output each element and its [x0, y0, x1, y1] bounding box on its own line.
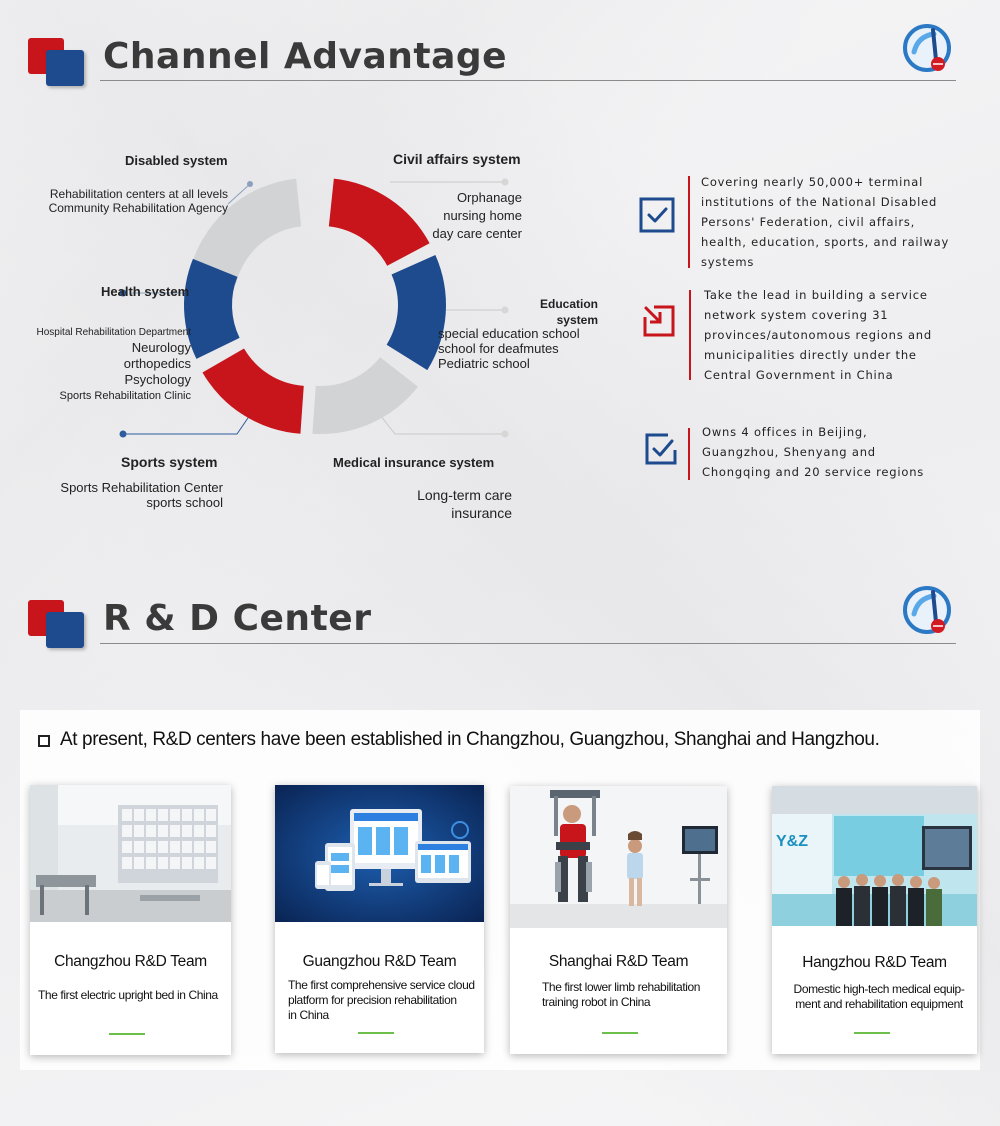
civil-affairs-item: nursing home — [443, 208, 522, 223]
team-photo-hangzhou — [772, 786, 977, 926]
team-card-hangzhou[interactable] — [772, 786, 977, 1054]
health-system-item: orthopedics — [123, 356, 191, 371]
sports-system-title: Sports system — [121, 454, 218, 470]
team-photo-guangzhou — [275, 785, 484, 922]
green-accent-line — [358, 1032, 394, 1034]
segment-insurance — [312, 357, 418, 434]
checkbox-check-icon — [642, 430, 682, 470]
team-title: Guangzhou R&D Team — [302, 953, 457, 970]
disabled-system-item: Rehabilitation centers at all levels — [49, 187, 228, 201]
section-title: R & D Center — [103, 598, 372, 639]
checkbox-check-icon — [638, 196, 678, 236]
team-photo-changzhou — [30, 785, 231, 922]
team-card-shanghai[interactable] — [510, 786, 727, 1054]
connector-dot — [502, 179, 509, 186]
team-desc: The first lower limb rehabilitation training robot in China — [542, 980, 701, 1009]
section-header-rd — [0, 592, 1000, 682]
booth-sign-text: Y&Z — [776, 833, 808, 850]
advantage-text-2: Take the lead in building a service network system covering 31 provinces/autonomous regions and municipalities directly under the Central Government in China — [704, 288, 932, 382]
section-header-channel — [0, 30, 1000, 120]
health-system-item: Hospital Rehabilitation Department — [36, 327, 191, 338]
education-system-item: special education school — [438, 326, 580, 341]
team-card-changzhou[interactable] — [30, 785, 231, 1055]
insurance-system-item: insurance — [451, 505, 512, 521]
health-system-title: Health system — [101, 284, 190, 299]
health-system-item: Neurology — [131, 340, 191, 355]
team-desc: The first electric upright bed in China — [38, 988, 218, 1002]
team-photo-shanghai — [510, 786, 727, 928]
education-system-title: Education — [539, 297, 598, 311]
sports-system-item: sports school — [146, 495, 223, 510]
sports-system-item: Sports Rehabilitation Center — [60, 480, 223, 495]
advantage-divider — [688, 428, 690, 480]
decor-blue-square — [46, 612, 84, 648]
company-logo-icon — [900, 584, 954, 638]
team-card-guangzhou[interactable] — [275, 785, 484, 1053]
advantage-divider — [689, 290, 691, 380]
disabled-system-item: Community Rehabilitation Agency — [48, 201, 228, 215]
insurance-system-item: Long-term care — [417, 487, 512, 503]
team-desc: Domestic high-tech medical equip- ment and rehabilitation equipment — [793, 982, 965, 1011]
advantage-divider — [688, 176, 690, 268]
section-title: Channel Advantage — [103, 36, 508, 77]
team-title: Hangzhou R&D Team — [802, 954, 947, 971]
decor-blue-square — [46, 50, 84, 86]
green-accent-line — [602, 1032, 638, 1034]
section-divider — [100, 643, 956, 644]
advantage-text-3: Owns 4 offices in Beijing, Guangzhou, Shenyang and Chongqing and 20 service regions — [702, 425, 925, 479]
education-system-title: system — [556, 313, 598, 327]
connector-dot — [247, 181, 253, 187]
green-accent-line — [854, 1032, 890, 1034]
education-system-item: Pediatric school — [438, 356, 530, 371]
insurance-system-title: Medical insurance system — [333, 455, 495, 470]
health-system-item: Sports Rehabilitation Clinic — [59, 390, 191, 402]
team-title: Changzhou R&D Team — [54, 953, 207, 970]
rd-intro-text: At present, R&D centers have been established in Changzhou, Guangzhou, Shanghai and Hangzhou. — [60, 729, 880, 750]
square-bullet-icon — [38, 735, 50, 747]
health-system-item: Psychology — [124, 372, 191, 387]
segment-sports — [202, 349, 303, 434]
section-divider — [100, 80, 956, 81]
connector-dot — [502, 431, 509, 438]
advantage-text-1: Covering nearly 50,000+ terminal institutions of the National Disabled Persons' Federation, civil affairs, health, education, sports, and railway systems — [701, 175, 950, 269]
team-title: Shanghai R&D Team — [548, 953, 689, 970]
expand-arrow-icon — [640, 302, 680, 342]
connector-dot — [120, 431, 127, 438]
disabled-system-title: Disabled system — [125, 153, 228, 168]
team-desc: The first comprehensive service cloud platform for precision rehabilitation in China — [288, 978, 475, 1022]
green-accent-line — [109, 1033, 145, 1035]
civil-affairs-title: Civil affairs system — [393, 151, 521, 167]
civil-affairs-item: day care center — [432, 226, 522, 241]
education-system-item: school for deafmutes — [438, 341, 559, 356]
company-logo-icon — [900, 22, 954, 76]
civil-affairs-item: Orphanage — [456, 190, 522, 205]
